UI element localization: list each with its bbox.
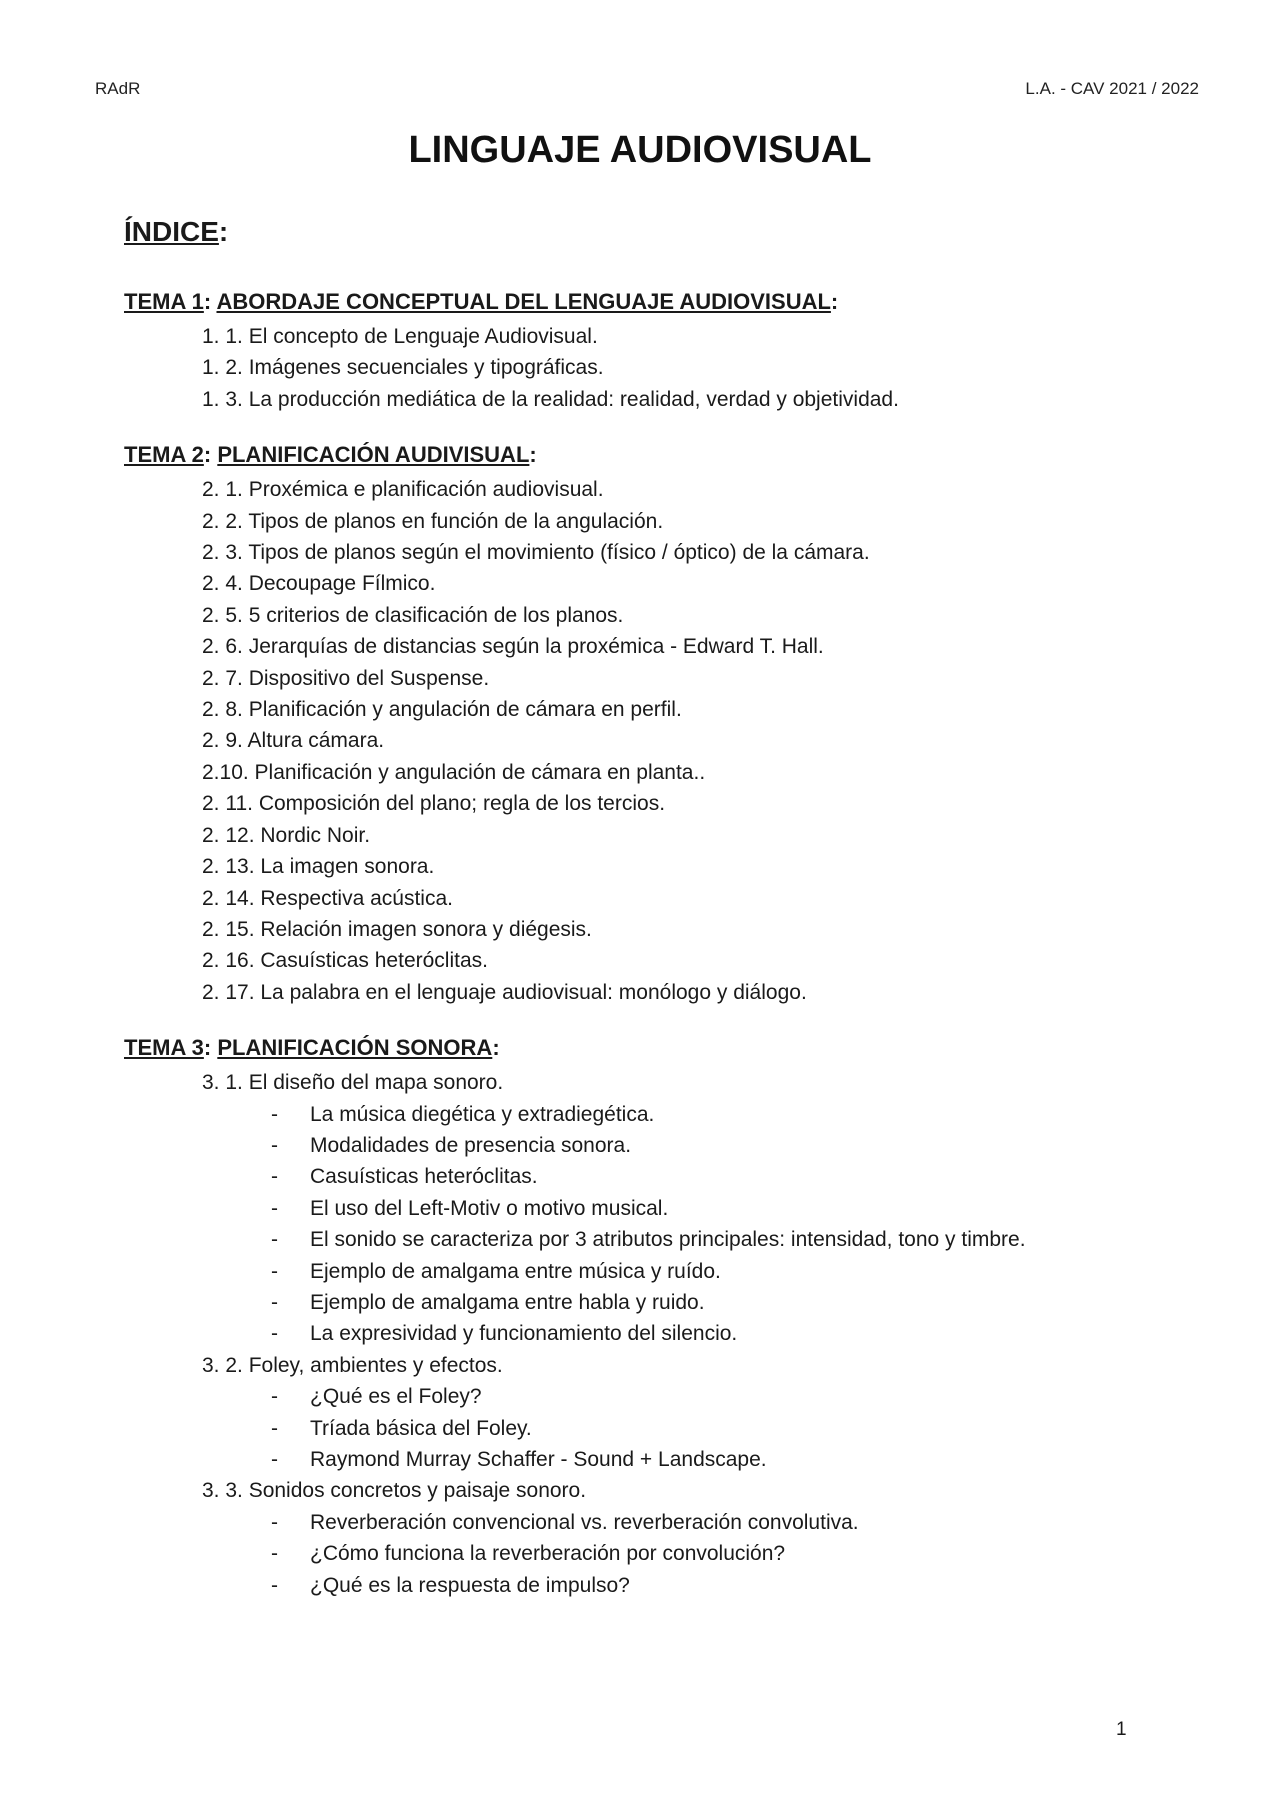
- tema-item-list: [124, 1067, 1224, 1601]
- document-title: LINGUAJE AUDIOVISUAL: [408, 129, 872, 171]
- header-right: L.A. - CAV 2021 / 2022: [1025, 79, 1199, 98]
- dash-bullet: -: [271, 1573, 278, 1597]
- toc-item: 2. 9. Altura cámara.: [202, 729, 385, 753]
- toc-subitem-text: El sonido se caracteriza por 3 atributos principales: intensidad, tono y timbre.: [310, 1228, 1026, 1252]
- toc-subitem: [124, 1256, 1224, 1287]
- dash-bullet: -: [271, 1385, 278, 1409]
- toc-subitem-text: Reverberación convencional vs. reverberación convolutiva.: [310, 1510, 859, 1534]
- toc-item: 2.10. Planificación y angulación de cámara en planta..: [202, 760, 706, 784]
- toc-subitem-text: ¿Cómo funciona la reverberación por convolución?: [310, 1542, 786, 1566]
- toc-subitem-text: La música diegética y extradiegética.: [310, 1102, 655, 1126]
- dash-bullet: -: [271, 1133, 278, 1157]
- toc-item: 2. 8. Planificación y angulación de cámara en perfil.: [202, 698, 682, 722]
- toc-subitem-text: Ejemplo de amalgama entre habla y ruido.: [310, 1290, 705, 1314]
- index-label: ÍNDICE: [124, 216, 219, 247]
- toc-item: 2. 12. Nordic Noir.: [202, 823, 371, 847]
- toc-item: 2. 16. Casuísticas heteróclitas.: [202, 949, 488, 973]
- toc-subitem-text: ¿Qué es la respuesta de impulso?: [310, 1573, 630, 1597]
- toc-subitem: [124, 1381, 1224, 1412]
- tema-heading: TEMA 2: PLANIFICACIÓN AUDIVISUAL:: [124, 442, 537, 468]
- toc-subitem-text: Modalidades de presencia sonora.: [310, 1133, 632, 1157]
- tema-heading: TEMA 1: ABORDAJE CONCEPTUAL DEL LENGUAJE AUDIOVISUAL:: [124, 289, 839, 314]
- toc-item: 3. 1. El diseño del mapa sonoro.: [202, 1071, 504, 1095]
- dash-bullet: -: [271, 1510, 278, 1534]
- table-of-contents: [124, 286, 1224, 1625]
- toc-item: 2. 5. 5 criterios de clasificación de los planos.: [202, 603, 624, 627]
- toc-item: 2. 7. Dispositivo del Suspense.: [202, 666, 490, 690]
- dash-bullet: -: [271, 1196, 278, 1220]
- toc-item: 1. 1. El concepto de Lenguaje Audiovisual.: [202, 325, 598, 348]
- dash-bullet: -: [271, 1322, 278, 1346]
- index-heading: ÍNDICE:: [124, 216, 229, 247]
- toc-subitem-text: Ejemplo de amalgama entre música y ruído.: [310, 1259, 721, 1283]
- toc-subitem: [124, 1318, 1224, 1349]
- toc-subitem: [124, 1161, 1224, 1192]
- tema-label: TEMA 2: [124, 442, 204, 468]
- dash-bullet: -: [271, 1416, 278, 1440]
- toc-item: 2. 6. Jerarquías de distancias según la proxémica - Edward T. Hall.: [202, 635, 824, 659]
- toc-subitem: [124, 1099, 1224, 1130]
- toc-item: 2. 13. La imagen sonora.: [202, 855, 435, 879]
- dash-bullet: -: [271, 1542, 278, 1566]
- toc-item: 1. 2. Imágenes secuenciales y tipográficas.: [202, 356, 604, 380]
- tema-name: PLANIFICACIÓN AUDIVISUAL: [217, 442, 530, 468]
- dash-bullet: -: [271, 1165, 278, 1189]
- dash-bullet: -: [271, 1448, 278, 1471]
- toc-item: 2. 15. Relación imagen sonora y diégesis.: [202, 917, 592, 941]
- tema-name: ABORDAJE CONCEPTUAL DEL LENGUAJE AUDIOVISUAL: [216, 289, 831, 314]
- toc-subitem: [124, 1507, 1224, 1538]
- dash-bullet: -: [271, 1290, 278, 1314]
- toc-item: 2. 14. Respectiva acústica.: [202, 886, 453, 910]
- tema-item-list: [124, 474, 1224, 1008]
- tema-label: TEMA 1: [124, 289, 204, 314]
- page-number: 1: [1116, 1719, 1127, 1740]
- dash-bullet: -: [271, 1102, 278, 1126]
- tema-item-list: [124, 321, 1224, 415]
- toc-item: 2. 17. La palabra en el lenguaje audiovisual: monólogo y diálogo.: [202, 980, 807, 1004]
- toc-item: 2. 1. Proxémica e planificación audiovisual.: [202, 478, 604, 502]
- tema-name: PLANIFICACIÓN SONORA: [217, 1035, 493, 1061]
- toc-item: 2. 3. Tipos de planos según el movimiento (físico / óptico) de la cámara.: [202, 541, 870, 565]
- dash-bullet: -: [271, 1228, 278, 1252]
- toc-subitem-text: El uso del Left-Motiv o motivo musical.: [310, 1196, 669, 1220]
- toc-subitem: [124, 1413, 1224, 1444]
- toc-item: 3. 2. Foley, ambientes y efectos.: [202, 1353, 503, 1377]
- toc-subitem-text: Tríada básica del Foley.: [310, 1416, 532, 1440]
- toc-subitem: [124, 1570, 1224, 1601]
- toc-subitem-text: La expresividad y funcionamiento del silencio.: [310, 1322, 738, 1346]
- toc-subitem: [124, 1538, 1224, 1569]
- tema-heading: TEMA 3: PLANIFICACIÓN SONORA:: [124, 1035, 500, 1061]
- toc-subitem-text: ¿Qué es el Foley?: [310, 1385, 482, 1409]
- toc-subitem: [124, 1444, 1224, 1475]
- toc-subitem: [124, 1287, 1224, 1318]
- toc-subitem: [124, 1224, 1224, 1255]
- toc-item: 2. 4. Decoupage Fílmico.: [202, 572, 436, 596]
- toc-subitem: [124, 1193, 1224, 1224]
- dash-bullet: -: [271, 1259, 278, 1283]
- toc-item: 2. 11. Composición del plano; regla de los tercios.: [202, 792, 666, 816]
- toc-subitem-text: Casuísticas heteróclitas.: [310, 1165, 538, 1189]
- toc-subitem: [124, 1130, 1224, 1161]
- tema-label: TEMA 3: [124, 1035, 204, 1061]
- header-left: RAdR: [95, 79, 141, 98]
- toc-item: 2. 2. Tipos de planos en función de la angulación.: [202, 509, 664, 533]
- toc-subitem-text: Raymond Murray Schaffer - Sound + Landscape.: [310, 1448, 767, 1471]
- toc-item: 1. 3. La producción mediática de la realidad: realidad, verdad y objetividad.: [202, 387, 899, 411]
- toc-item: 3. 3. Sonidos concretos y paisaje sonoro.: [202, 1479, 587, 1503]
